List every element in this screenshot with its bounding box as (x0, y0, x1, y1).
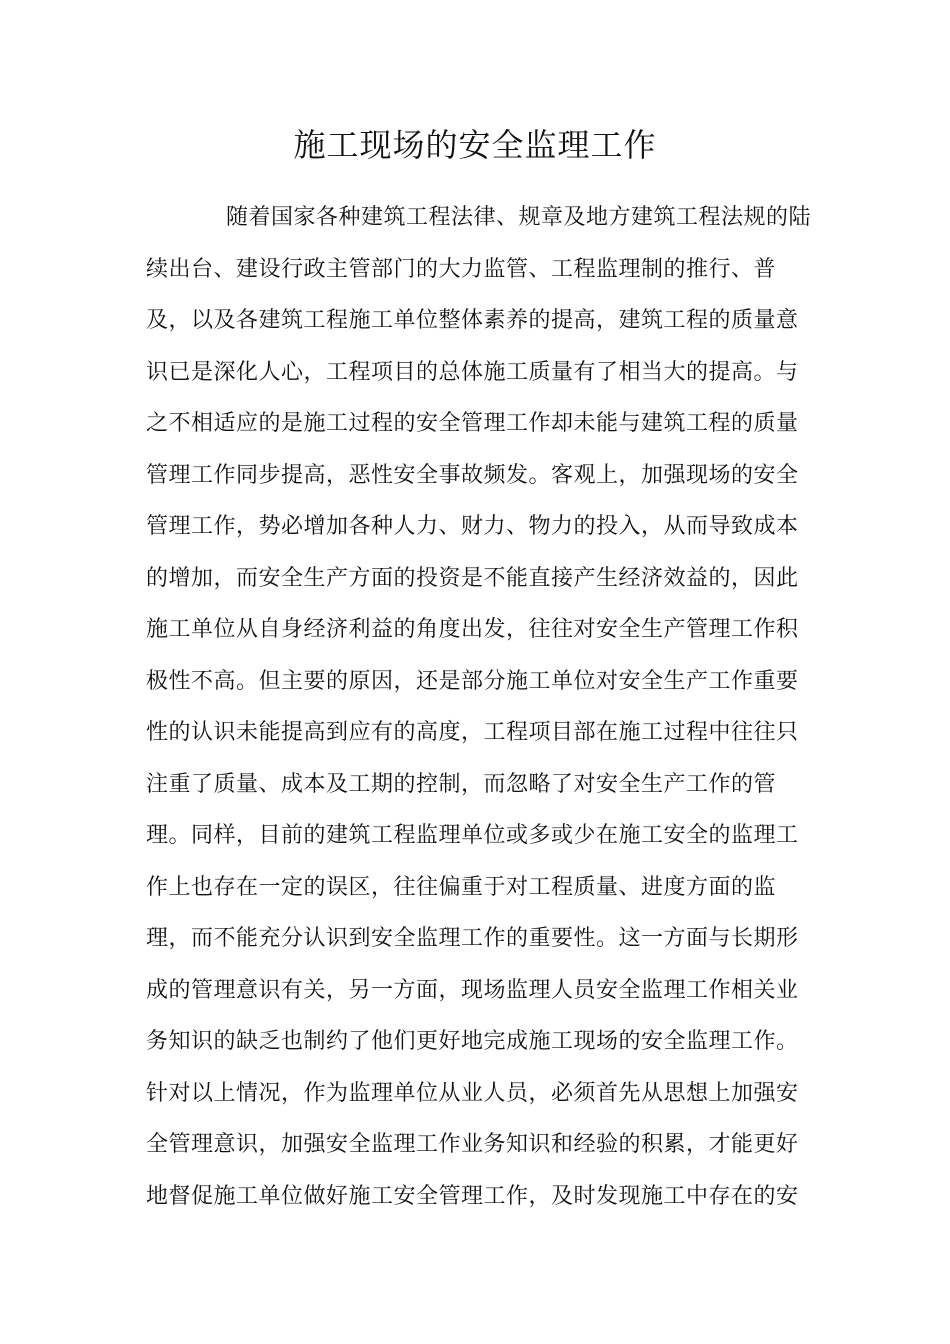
paragraph-line: 性的认识未能提高到应有的高度，工程项目部在施工过程中往往只 (146, 720, 799, 745)
paragraph-line: 地督促施工单位做好施工安全管理工作，及时发现施工中存在的安 (146, 1183, 799, 1209)
paragraph-line: 识已是深化人心，工程项目的总体施工质量有了相当大的提高。与 (146, 359, 799, 385)
paragraph-line: 作上也存在一定的误区，往往偏重于对工程质量、进度方面的监 (146, 874, 777, 900)
paragraph-line: 随着国家各种建筑工程法律、规章及地方建筑工程法规的陆 (226, 205, 812, 230)
document-body (146, 192, 812, 1222)
paragraph-line: 续出台、建设行政主管部门的大力监管、工程监理制的推行、普 (146, 256, 777, 282)
paragraph-line: 的增加，而安全生产方面的投资是不能直接产生经济效益的，因此 (146, 565, 799, 591)
paragraph-line: 管理工作，势必增加各种人力、财力、物力的投入，从而导致成本 (146, 514, 799, 539)
paragraph-line: 全管理意识，加强安全监理工作业务知识和经验的积累，才能更好 (146, 1132, 799, 1157)
document-title: 施工现场的安全监理工作 (293, 126, 657, 164)
paragraph-line: 管理工作同步提高，恶性安全事故频发。客观上，加强现场的安全 (146, 462, 799, 488)
paragraph-line: 理。同样，目前的建筑工程监理单位或多或少在施工安全的监理工 (146, 823, 799, 848)
paragraph-line: 之不相适应的是施工过程的安全管理工作却未能与建筑工程的质量 (146, 411, 799, 436)
paragraph-line: 成的管理意识有关，另一方面，现场监理人员安全监理工作相关业 (146, 977, 799, 1003)
paragraph-line: 理，而不能充分认识到安全监理工作的重要性。这一方面与长期形 (146, 926, 799, 951)
paragraph-line: 施工单位从自身经济利益的角度出发，往往对安全生产管理工作积 (146, 617, 799, 642)
paragraph-line: 务知识的缺乏也制约了他们更好地完成施工现场的安全监理工作。 (146, 1029, 799, 1054)
paragraph-line: 针对以上情况，作为监理单位从业人员，必须首先从思想上加强安 (146, 1080, 799, 1106)
paragraph-line: 极性不高。但主要的原因，还是部分施工单位对安全生产工作重要 (146, 668, 799, 694)
paragraph-line: 注重了质量、成本及工期的控制，而忽略了对安全生产工作的管 (146, 771, 777, 797)
paragraph-line: 及，以及各建筑工程施工单位整体素养的提高，建筑工程的质量意 (146, 308, 799, 333)
